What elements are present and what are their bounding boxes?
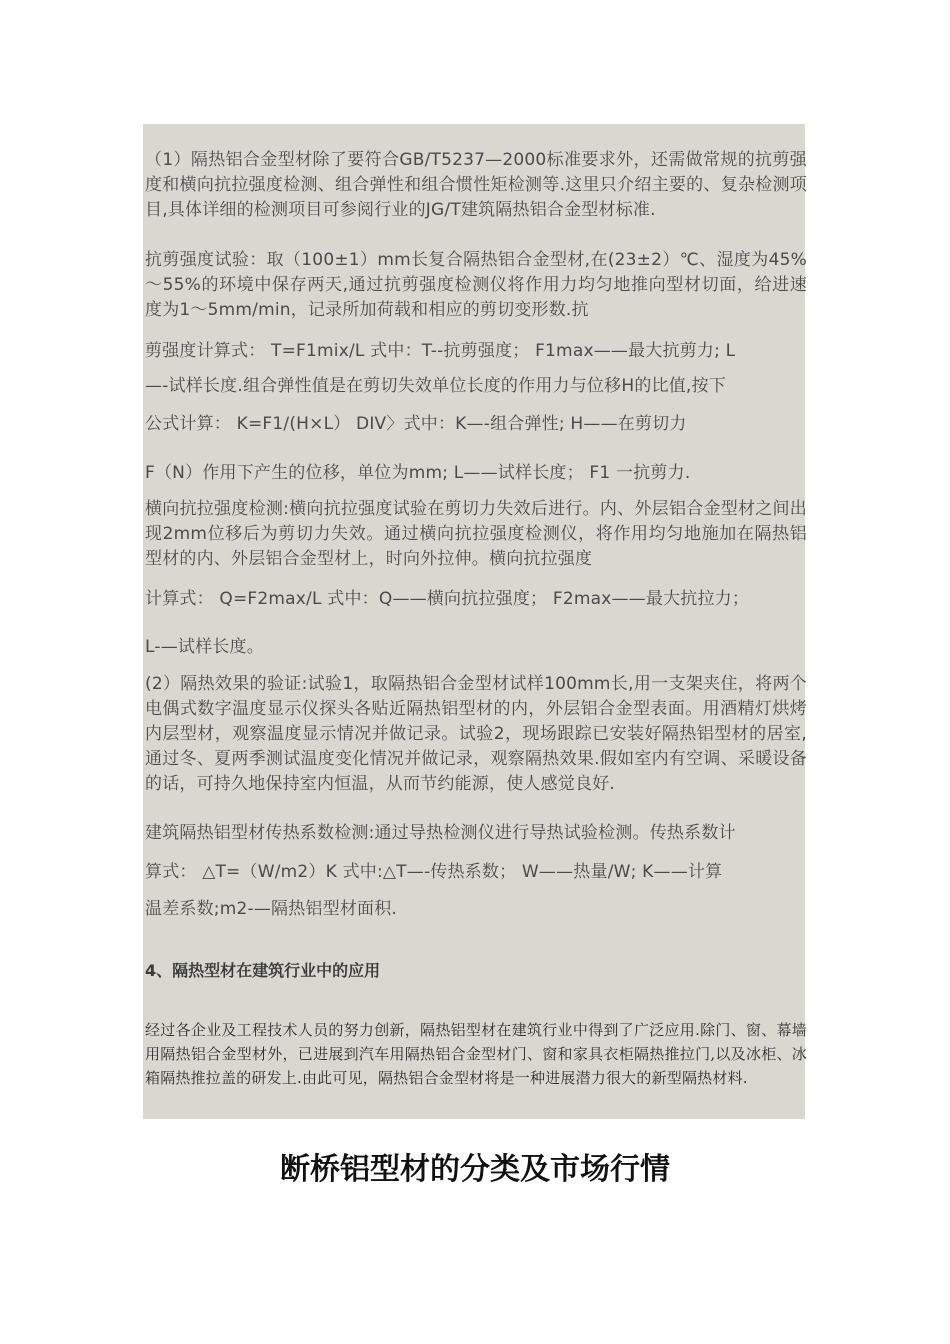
formula-tensile-line-2: L-—试样长度。	[145, 637, 264, 657]
formula-shear-line-1: 剪强度计算式： T=F1mix/L 式中：T--抗剪强度； F1max——最大抗剪力; L	[145, 341, 736, 361]
formula-shear-line-2: —-试样长度.组合弹性值是在剪切失效单位长度的作用力与位移H的比值,按下	[145, 376, 726, 396]
paragraph-heat-transfer: 建筑隔热铝型材传热系数检测:通过导热检测仪进行导热试验检测。传热系数计	[145, 823, 736, 843]
paragraph-shear-test: 抗剪强度试验：取（100±1）mm长复合隔热铝合金型材,在(23±2）℃、湿度为45%～55%的环境中保存两天,通过抗剪强度检测仪将作用力均匀地推向型材切面，给进速度为1～5mm/min，记录所加荷载和相应的剪切变形数.抗	[145, 250, 807, 320]
formula-tensile-line-1: 计算式： Q=F2max/L 式中：Q——横向抗拉强度； F2max——最大抗拉力；	[145, 589, 750, 609]
formula-heat-line-1: 算式： △T=（W/m2）K 式中:△T—-传热系数； W——热量/W; K——计算	[145, 862, 723, 882]
formula-shear-line-4: F（N）作用下产生的位移，单位为mm; L——试样长度； F1 一抗剪力.	[145, 463, 691, 483]
paragraph-tensile-test: 横向抗拉强度检测:横向抗拉强度试验在剪切力失效后进行。内、外层铝合金型材之间出现2mm位移后为剪切力失效。通过横向抗拉强度检测仪，将作用均匀地施加在隔热铝型材的内、外层铝合金型材上，时向外拉伸。横向抗拉强度	[145, 499, 807, 569]
paragraph-applications: 经过各企业及工程技术人员的努力创新，隔热铝型材在建筑行业中得到了广泛应用.除门、窗、幕墙用隔热铝合金型材外，已进展到汽车用隔热铝合金型材门、窗和家具衣柜隔热推拉门,以及冰柜、冰箱隔热推拉盖的研发上.由此可见，隔热铝合金型材将是一种进展潜力很大的新型隔热材料.	[145, 1021, 807, 1087]
formula-heat-line-2: 温差系数;m2-—隔热铝型材面积.	[145, 899, 398, 919]
paragraph-insulation-verification: (2）隔热效果的验证:试验1，取隔热铝合金型材试样100mm长,用一支架夹住，将两个电偶式数字温度显示仪探头各贴近隔热铝型材的内，外层铝合金型表面。用酒精灯烘烤内层型材，观察温度显示情况并做记录。试验2，现场跟踪已安装好隔热铝型材的居室,通过冬、夏两季测试温度变化情况并做记录，观察隔热效果.假如室内有空调、采暖设备的话，可持久地保持室内恒温，从而节约能源，使人感觉良好.	[145, 674, 807, 794]
section-heading-applications: 4、隔热型材在建筑行业中的应用	[145, 961, 381, 980]
paragraph-standards: （1）隔热铝合金型材除了要符合GB/T5237—2000标准要求外，还需做常规的抗剪强度和横向抗拉强度检测、组合弹性和组合惯性矩检测等.这里只介绍主要的、复杂检测项目,具体详细的检测项目可参阅行业的JG/T建筑隔热铝合金型材标准.	[145, 150, 807, 220]
page-title: 断桥铝型材的分类及市场行情	[280, 1152, 670, 1187]
formula-shear-line-3: 公式计算： K=F1/(H×L） DIV〉式中：K—-组合弹性; H——在剪切力	[145, 414, 687, 434]
